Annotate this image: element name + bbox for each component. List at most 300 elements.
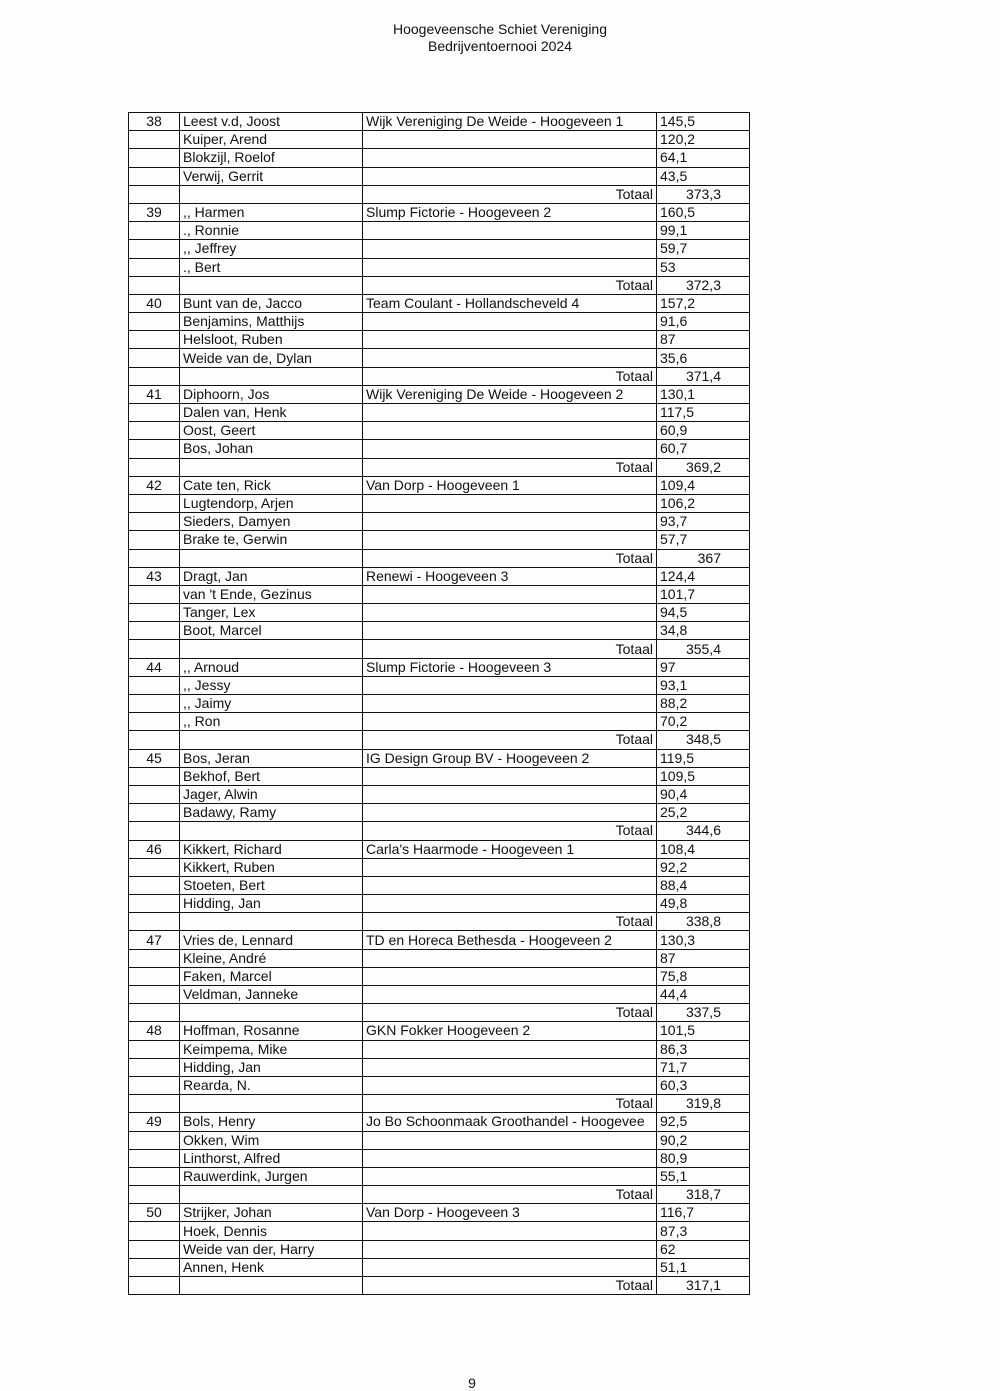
total-label: Totaal bbox=[363, 822, 657, 840]
team-name bbox=[363, 767, 657, 785]
page-header bbox=[0, 21, 1000, 55]
member-row bbox=[129, 494, 750, 512]
total-row bbox=[129, 276, 750, 294]
rank-cell bbox=[129, 531, 180, 549]
team-name: Team Coulant - Hollandscheveld 4 bbox=[363, 294, 657, 312]
member-row bbox=[129, 622, 750, 640]
member-name: Leest v.d, Joost bbox=[180, 113, 363, 131]
member-row bbox=[129, 604, 750, 622]
rank-cell bbox=[129, 167, 180, 185]
rank-cell bbox=[129, 604, 180, 622]
rank-cell bbox=[129, 313, 180, 331]
team-name bbox=[363, 1167, 657, 1185]
member-score: 87,3 bbox=[657, 1222, 750, 1240]
member-score: 92,5 bbox=[657, 1113, 750, 1131]
member-name: ,, Jessy bbox=[180, 676, 363, 694]
member-name bbox=[180, 458, 363, 476]
member-name: Helsloot, Ruben bbox=[180, 331, 363, 349]
member-score: 53 bbox=[657, 258, 750, 276]
total-label: Totaal bbox=[363, 640, 657, 658]
member-row bbox=[129, 313, 750, 331]
member-score: 90,4 bbox=[657, 785, 750, 803]
team-name bbox=[363, 785, 657, 803]
rank-cell: 40 bbox=[129, 294, 180, 312]
team-total: 348,5 bbox=[657, 731, 750, 749]
member-name: Boot, Marcel bbox=[180, 622, 363, 640]
member-row bbox=[129, 294, 750, 312]
rank-cell bbox=[129, 913, 180, 931]
team-total: 317,1 bbox=[657, 1277, 750, 1295]
team-name bbox=[363, 1222, 657, 1240]
rank-cell bbox=[129, 858, 180, 876]
team-name: TD en Horeca Bethesda - Hoogeveen 2 bbox=[363, 931, 657, 949]
member-name: Bols, Henry bbox=[180, 1113, 363, 1131]
team-name: Slump Fictorie - Hoogeveen 2 bbox=[363, 203, 657, 221]
rank-cell: 44 bbox=[129, 658, 180, 676]
member-row bbox=[129, 785, 750, 803]
member-score: 59,7 bbox=[657, 240, 750, 258]
team-name: Renewi - Hoogeveen 3 bbox=[363, 567, 657, 585]
member-score: 55,1 bbox=[657, 1167, 750, 1185]
rank-cell bbox=[129, 585, 180, 603]
team-total: 355,4 bbox=[657, 640, 750, 658]
team-name bbox=[363, 1240, 657, 1258]
rank-cell bbox=[129, 1149, 180, 1167]
rank-cell bbox=[129, 422, 180, 440]
member-name: Vries de, Lennard bbox=[180, 931, 363, 949]
team-name bbox=[363, 422, 657, 440]
rank-cell bbox=[129, 1058, 180, 1076]
member-row bbox=[129, 1222, 750, 1240]
member-row bbox=[129, 240, 750, 258]
member-name: Diphoorn, Jos bbox=[180, 385, 363, 403]
member-row bbox=[129, 258, 750, 276]
member-score: 109,5 bbox=[657, 767, 750, 785]
member-row bbox=[129, 440, 750, 458]
member-score: 60,3 bbox=[657, 1076, 750, 1094]
rank-cell: 45 bbox=[129, 749, 180, 767]
member-name: Hoffman, Rosanne bbox=[180, 1022, 363, 1040]
member-score: 93,7 bbox=[657, 513, 750, 531]
total-row bbox=[129, 731, 750, 749]
rank-cell bbox=[129, 1095, 180, 1113]
tournament-title: Bedrijventoernooi 2024 bbox=[428, 38, 572, 54]
total-label: Totaal bbox=[363, 367, 657, 385]
rank-cell bbox=[129, 895, 180, 913]
member-score: 86,3 bbox=[657, 1040, 750, 1058]
total-label: Totaal bbox=[363, 913, 657, 931]
member-score: 51,1 bbox=[657, 1258, 750, 1276]
team-name bbox=[363, 695, 657, 713]
member-row bbox=[129, 804, 750, 822]
total-row bbox=[129, 1277, 750, 1295]
rank-cell: 39 bbox=[129, 203, 180, 221]
team-name bbox=[363, 895, 657, 913]
member-row bbox=[129, 585, 750, 603]
member-name: Kuiper, Arend bbox=[180, 131, 363, 149]
member-name: Annen, Henk bbox=[180, 1258, 363, 1276]
member-name bbox=[180, 822, 363, 840]
team-name bbox=[363, 494, 657, 512]
member-score: 145,5 bbox=[657, 113, 750, 131]
member-row bbox=[129, 1167, 750, 1185]
member-score: 60,7 bbox=[657, 440, 750, 458]
team-name bbox=[363, 1040, 657, 1058]
member-row bbox=[129, 713, 750, 731]
total-label: Totaal bbox=[363, 458, 657, 476]
rank-cell bbox=[129, 822, 180, 840]
total-row bbox=[129, 640, 750, 658]
total-label: Totaal bbox=[363, 549, 657, 567]
results-table bbox=[128, 112, 750, 1295]
team-name: Wijk Vereniging De Weide - Hoogeveen 1 bbox=[363, 113, 657, 131]
member-score: 35,6 bbox=[657, 349, 750, 367]
member-row bbox=[129, 113, 750, 131]
member-row bbox=[129, 767, 750, 785]
team-name bbox=[363, 331, 657, 349]
member-name: Linthorst, Alfred bbox=[180, 1149, 363, 1167]
member-name: Jager, Alwin bbox=[180, 785, 363, 803]
rank-cell: 42 bbox=[129, 476, 180, 494]
member-row bbox=[129, 949, 750, 967]
total-row bbox=[129, 1186, 750, 1204]
member-score: 80,9 bbox=[657, 1149, 750, 1167]
rank-cell bbox=[129, 1277, 180, 1295]
total-row bbox=[129, 1004, 750, 1022]
member-row bbox=[129, 404, 750, 422]
member-row bbox=[129, 567, 750, 585]
team-total: 367 bbox=[657, 549, 750, 567]
member-name: ,, Harmen bbox=[180, 203, 363, 221]
member-name: Kikkert, Richard bbox=[180, 840, 363, 858]
team-name bbox=[363, 986, 657, 1004]
rank-cell bbox=[129, 404, 180, 422]
member-name bbox=[180, 1186, 363, 1204]
member-name: Dragt, Jan bbox=[180, 567, 363, 585]
total-row bbox=[129, 1095, 750, 1113]
team-name bbox=[363, 876, 657, 894]
member-name: Bos, Johan bbox=[180, 440, 363, 458]
member-name: Oost, Geert bbox=[180, 422, 363, 440]
member-score: 130,1 bbox=[657, 385, 750, 403]
team-name: GKN Fokker Hoogeveen 2 bbox=[363, 1022, 657, 1040]
member-name: Kikkert, Ruben bbox=[180, 858, 363, 876]
rank-cell: 46 bbox=[129, 840, 180, 858]
member-name: Blokzijl, Roelof bbox=[180, 149, 363, 167]
member-name bbox=[180, 276, 363, 294]
team-name: Van Dorp - Hoogeveen 1 bbox=[363, 476, 657, 494]
member-row bbox=[129, 695, 750, 713]
total-row bbox=[129, 458, 750, 476]
rank-cell bbox=[129, 676, 180, 694]
member-score: 101,5 bbox=[657, 1022, 750, 1040]
member-score: 71,7 bbox=[657, 1058, 750, 1076]
member-name: Faken, Marcel bbox=[180, 967, 363, 985]
member-name: Bekhof, Bert bbox=[180, 767, 363, 785]
member-row bbox=[129, 876, 750, 894]
team-name bbox=[363, 440, 657, 458]
member-score: 88,2 bbox=[657, 695, 750, 713]
rank-cell bbox=[129, 149, 180, 167]
member-score: 116,7 bbox=[657, 1204, 750, 1222]
member-name: Badawy, Ramy bbox=[180, 804, 363, 822]
member-name bbox=[180, 185, 363, 203]
rank-cell bbox=[129, 458, 180, 476]
member-score: 108,4 bbox=[657, 840, 750, 858]
member-name: Weide van der, Harry bbox=[180, 1240, 363, 1258]
member-score: 130,3 bbox=[657, 931, 750, 949]
member-name: Weide van de, Dylan bbox=[180, 349, 363, 367]
team-name bbox=[363, 1058, 657, 1076]
team-name bbox=[363, 1258, 657, 1276]
member-row bbox=[129, 422, 750, 440]
team-name: Carla's Haarmode - Hoogeveen 1 bbox=[363, 840, 657, 858]
member-row bbox=[129, 1022, 750, 1040]
rank-cell bbox=[129, 1258, 180, 1276]
member-score: 97 bbox=[657, 658, 750, 676]
member-name: Hoek, Dennis bbox=[180, 1222, 363, 1240]
team-name bbox=[363, 349, 657, 367]
total-label: Totaal bbox=[363, 276, 657, 294]
member-score: 120,2 bbox=[657, 131, 750, 149]
team-name bbox=[363, 967, 657, 985]
rank-cell bbox=[129, 713, 180, 731]
member-row bbox=[129, 840, 750, 858]
member-name: ,, Ron bbox=[180, 713, 363, 731]
member-row bbox=[129, 658, 750, 676]
member-score: 91,6 bbox=[657, 313, 750, 331]
team-name bbox=[363, 240, 657, 258]
member-name: Strijker, Johan bbox=[180, 1204, 363, 1222]
member-name: ., Ronnie bbox=[180, 222, 363, 240]
team-name: IG Design Group BV - Hoogeveen 2 bbox=[363, 749, 657, 767]
team-total: 372,3 bbox=[657, 276, 750, 294]
member-name: ,, Jeffrey bbox=[180, 240, 363, 258]
member-name: Verwij, Gerrit bbox=[180, 167, 363, 185]
team-name bbox=[363, 585, 657, 603]
team-total: 338,8 bbox=[657, 913, 750, 931]
member-score: 70,2 bbox=[657, 713, 750, 731]
member-score: 34,8 bbox=[657, 622, 750, 640]
rank-cell bbox=[129, 967, 180, 985]
member-name: Brake te, Gerwin bbox=[180, 531, 363, 549]
member-score: 87 bbox=[657, 949, 750, 967]
rank-cell bbox=[129, 331, 180, 349]
member-row bbox=[129, 676, 750, 694]
total-label: Totaal bbox=[363, 1186, 657, 1204]
member-score: 60,9 bbox=[657, 422, 750, 440]
member-name: Kleine, André bbox=[180, 949, 363, 967]
team-name bbox=[363, 858, 657, 876]
member-score: 157,2 bbox=[657, 294, 750, 312]
member-name bbox=[180, 731, 363, 749]
member-row bbox=[129, 931, 750, 949]
member-score: 101,7 bbox=[657, 585, 750, 603]
rank-cell bbox=[129, 1076, 180, 1094]
rank-cell bbox=[129, 986, 180, 1004]
member-row bbox=[129, 131, 750, 149]
member-score: 106,2 bbox=[657, 494, 750, 512]
member-row bbox=[129, 149, 750, 167]
member-row bbox=[129, 1149, 750, 1167]
rank-cell bbox=[129, 622, 180, 640]
rank-cell bbox=[129, 1131, 180, 1149]
rank-cell bbox=[129, 367, 180, 385]
member-score: 88,4 bbox=[657, 876, 750, 894]
member-score: 87 bbox=[657, 331, 750, 349]
member-score: 117,5 bbox=[657, 404, 750, 422]
member-score: 57,7 bbox=[657, 531, 750, 549]
member-row bbox=[129, 167, 750, 185]
member-row bbox=[129, 513, 750, 531]
member-name: Veldman, Janneke bbox=[180, 986, 363, 1004]
team-name bbox=[363, 713, 657, 731]
member-score: 75,8 bbox=[657, 967, 750, 985]
rank-cell bbox=[129, 949, 180, 967]
member-name: Stoeten, Bert bbox=[180, 876, 363, 894]
team-name: Wijk Vereniging De Weide - Hoogeveen 2 bbox=[363, 385, 657, 403]
member-row bbox=[129, 531, 750, 549]
team-name bbox=[363, 258, 657, 276]
team-name bbox=[363, 949, 657, 967]
member-score: 92,2 bbox=[657, 858, 750, 876]
rank-cell bbox=[129, 1004, 180, 1022]
member-score: 124,4 bbox=[657, 567, 750, 585]
team-name bbox=[363, 167, 657, 185]
member-name: Keimpema, Mike bbox=[180, 1040, 363, 1058]
team-total: 373,3 bbox=[657, 185, 750, 203]
team-name bbox=[363, 804, 657, 822]
member-name: van 't Ende, Gezinus bbox=[180, 585, 363, 603]
member-score: 64,1 bbox=[657, 149, 750, 167]
team-name bbox=[363, 131, 657, 149]
rank-cell bbox=[129, 876, 180, 894]
rank-cell bbox=[129, 804, 180, 822]
rank-cell bbox=[129, 240, 180, 258]
team-total: 337,5 bbox=[657, 1004, 750, 1022]
team-name bbox=[363, 1149, 657, 1167]
total-row bbox=[129, 185, 750, 203]
member-row bbox=[129, 1204, 750, 1222]
rank-cell bbox=[129, 1040, 180, 1058]
team-name bbox=[363, 513, 657, 531]
rank-cell bbox=[129, 785, 180, 803]
member-row bbox=[129, 1131, 750, 1149]
member-score: 43,5 bbox=[657, 167, 750, 185]
team-name bbox=[363, 222, 657, 240]
member-name: Bunt van de, Jacco bbox=[180, 294, 363, 312]
member-score: 49,8 bbox=[657, 895, 750, 913]
rank-cell bbox=[129, 131, 180, 149]
total-row bbox=[129, 549, 750, 567]
team-name bbox=[363, 676, 657, 694]
team-total: 371,4 bbox=[657, 367, 750, 385]
member-score: 25,2 bbox=[657, 804, 750, 822]
member-row bbox=[129, 749, 750, 767]
rank-cell bbox=[129, 1222, 180, 1240]
member-row bbox=[129, 476, 750, 494]
rank-cell: 38 bbox=[129, 113, 180, 131]
team-name bbox=[363, 149, 657, 167]
rank-cell bbox=[129, 549, 180, 567]
member-name bbox=[180, 1277, 363, 1295]
total-label: Totaal bbox=[363, 1095, 657, 1113]
team-name: Van Dorp - Hoogeveen 3 bbox=[363, 1204, 657, 1222]
member-row bbox=[129, 1240, 750, 1258]
rank-cell: 50 bbox=[129, 1204, 180, 1222]
member-name: Tanger, Lex bbox=[180, 604, 363, 622]
member-name: Benjamins, Matthijs bbox=[180, 313, 363, 331]
member-row bbox=[129, 895, 750, 913]
member-row bbox=[129, 1058, 750, 1076]
total-row bbox=[129, 913, 750, 931]
member-name: Sieders, Damyen bbox=[180, 513, 363, 531]
rank-cell bbox=[129, 1240, 180, 1258]
member-name: ., Bert bbox=[180, 258, 363, 276]
member-name: Hidding, Jan bbox=[180, 1058, 363, 1076]
member-name bbox=[180, 549, 363, 567]
rank-cell: 43 bbox=[129, 567, 180, 585]
team-name: Jo Bo Schoonmaak Groothandel - Hoogevee bbox=[363, 1113, 657, 1131]
member-row bbox=[129, 385, 750, 403]
member-name: ,, Arnoud bbox=[180, 658, 363, 676]
member-score: 93,1 bbox=[657, 676, 750, 694]
member-name bbox=[180, 640, 363, 658]
member-name: Okken, Wim bbox=[180, 1131, 363, 1149]
rank-cell bbox=[129, 731, 180, 749]
rank-cell bbox=[129, 258, 180, 276]
total-label: Totaal bbox=[363, 1004, 657, 1022]
member-row bbox=[129, 1113, 750, 1131]
member-name: Lugtendorp, Arjen bbox=[180, 494, 363, 512]
team-name bbox=[363, 622, 657, 640]
member-score: 94,5 bbox=[657, 604, 750, 622]
member-name bbox=[180, 1095, 363, 1113]
rank-cell bbox=[129, 276, 180, 294]
total-row bbox=[129, 822, 750, 840]
team-name bbox=[363, 604, 657, 622]
member-row bbox=[129, 1076, 750, 1094]
member-name: Cate ten, Rick bbox=[180, 476, 363, 494]
member-row bbox=[129, 858, 750, 876]
member-row bbox=[129, 1258, 750, 1276]
results-body bbox=[129, 113, 750, 1295]
rank-cell bbox=[129, 494, 180, 512]
team-name bbox=[363, 313, 657, 331]
rank-cell: 47 bbox=[129, 931, 180, 949]
rank-cell bbox=[129, 695, 180, 713]
member-row bbox=[129, 331, 750, 349]
team-name bbox=[363, 531, 657, 549]
member-row bbox=[129, 967, 750, 985]
member-score: 119,5 bbox=[657, 749, 750, 767]
rank-cell bbox=[129, 222, 180, 240]
member-name: Hidding, Jan bbox=[180, 895, 363, 913]
team-total: 344,6 bbox=[657, 822, 750, 840]
member-name: ,, Jaimy bbox=[180, 695, 363, 713]
total-label: Totaal bbox=[363, 185, 657, 203]
rank-cell: 49 bbox=[129, 1113, 180, 1131]
member-row bbox=[129, 203, 750, 221]
member-score: 90,2 bbox=[657, 1131, 750, 1149]
member-name bbox=[180, 1004, 363, 1022]
rank-cell bbox=[129, 349, 180, 367]
member-score: 160,5 bbox=[657, 203, 750, 221]
total-label: Totaal bbox=[363, 1277, 657, 1295]
rank-cell: 48 bbox=[129, 1022, 180, 1040]
team-name bbox=[363, 1131, 657, 1149]
rank-cell bbox=[129, 1167, 180, 1185]
